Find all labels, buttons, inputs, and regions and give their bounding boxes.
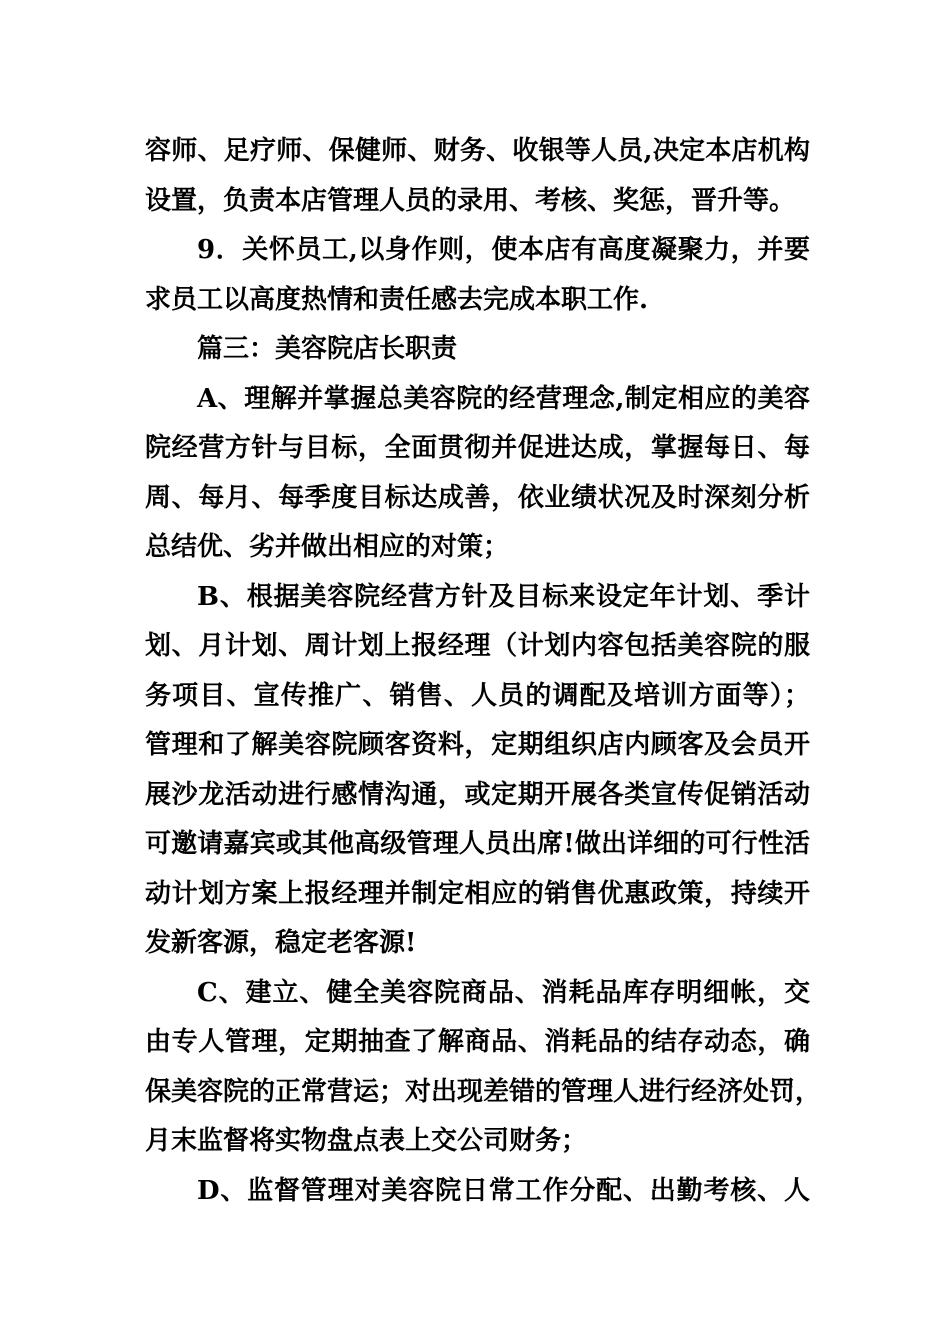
- text-line: 容师、足疗师、保健师、财务、收银等人员,决定本店机构: [145, 136, 810, 166]
- text-line: C、建立、健全美容院商品、消耗品库存明细帐，交: [197, 977, 810, 1008]
- text-line: 由专人管理，定期抽查了解商品、消耗品的结存动态，确: [145, 1027, 810, 1057]
- text-line: 院经营方针与目标，全面贯彻并促进达成，掌握每日、每: [145, 433, 810, 463]
- text-line: 周、每月、每季度目标达成善，依业绩状况及时深刻分析: [145, 482, 810, 513]
- text-line: 划、月计划、周计划上报经理（计划内容包括美容院的服: [145, 631, 810, 661]
- document-body: [145, 127, 822, 1216]
- text-line: 月末监督将实物盘点表上交公司财务；: [145, 1126, 588, 1156]
- text-line: 篇三：美容院店长职责: [197, 334, 458, 364]
- text-line: A、理解并掌握总美容院的经营理念,制定相应的美容: [197, 383, 810, 414]
- text-line: 9．关怀员工,以身作则，使本店有高度凝聚力，并要: [197, 235, 810, 265]
- text-line: 设置，负责本店管理人员的录用、考核、奖惩，晋升等。: [145, 185, 796, 216]
- text-line: 务项目、宣传推广、销售、人员的调配及培训方面等）；: [145, 680, 810, 711]
- text-line: B、根据美容院经营方针及目标来设定年计划、季计: [197, 581, 810, 612]
- text-line: 展沙龙活动进行感情沟通，或定期开展各类宣传促销活动: [145, 779, 810, 810]
- text-line: 求员工以高度热情和责任感去完成本职工作.: [145, 284, 649, 315]
- text-line: 保美容院的正常营运；对出现差错的管理人进行经济处罚，: [145, 1076, 822, 1107]
- text-line: 动计划方案上报经理并制定相应的销售优惠政策，持续开: [145, 878, 810, 909]
- text-line: 发新客源，稳定老客源!: [145, 928, 417, 958]
- text-line: 可邀请嘉宾或其他高级管理人员出席!做出详细的可行性活: [145, 829, 810, 859]
- text-line: 管理和了解美容院顾客资料，定期组织店内顾客及会员开: [145, 730, 810, 760]
- text-line: 总结优、劣并做出相应的对策；: [145, 532, 510, 562]
- text-line: D、监督管理对美容院日常工作分配、出勤考核、人: [197, 1175, 810, 1206]
